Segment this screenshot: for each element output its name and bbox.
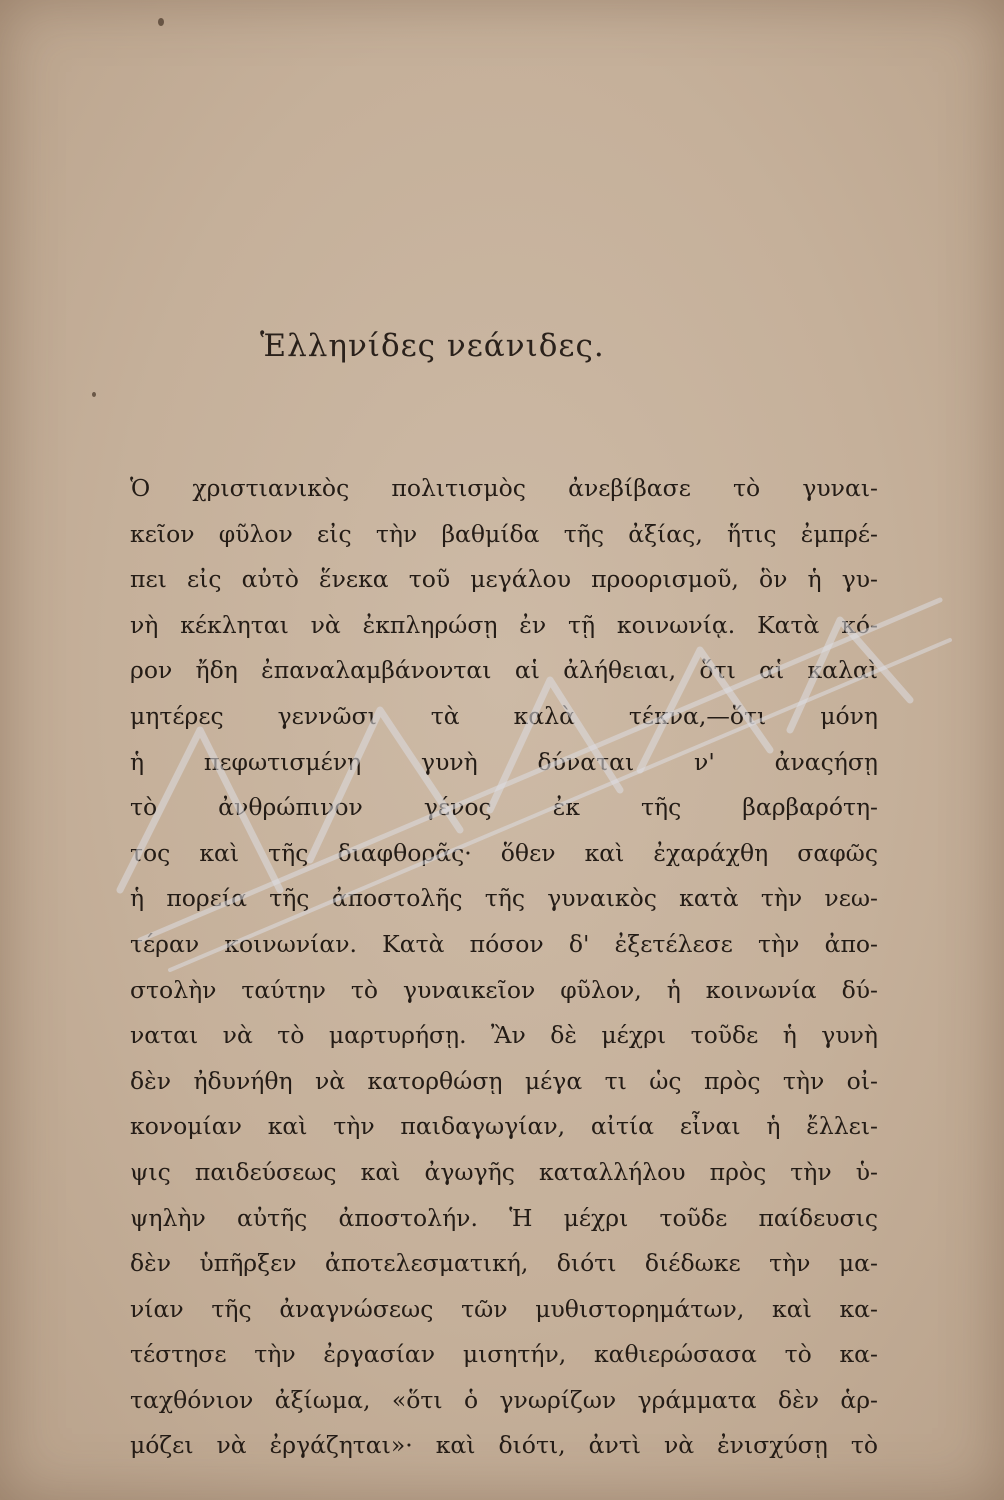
ink-speck (158, 18, 164, 26)
text-line: τέστησε τὴν ἐργασίαν μισητήν, καθιερώσασα τὸ κα- (130, 1340, 878, 1369)
text-line: ναται νὰ τὸ μαρτυρήσῃ. Ἂν δὲ μέχρι τοῦδε ἡ γυνὴ (130, 1021, 878, 1050)
text-line: στολὴν ταύτην τὸ γυναικεῖον φῦλον, ἡ κοινωνία δύ- (130, 975, 878, 1004)
text-line: μητέρες γεννῶσι τὰ καλὰ τέκνα,—ὅτι μόνη (130, 701, 878, 730)
text-line: νὴ κέκληται νὰ ἐκπληρώσῃ ἐν τῇ κοινωνίᾳ. Κατὰ κό- (130, 610, 878, 639)
text-line: ρον ἤδη ἐπαναλαμβάνονται αἱ ἀλήθειαι, ὅτι αἱ καλαὶ (130, 656, 878, 685)
text-line: κεῖον φῦλον εἰς τὴν βαθμίδα τῆς ἀξίας, ἥτις ἐμπρέ- (130, 519, 878, 548)
text-line: νίαν τῆς ἀναγνώσεως τῶν μυθιστορημάτων, καὶ κα- (130, 1294, 878, 1323)
text-line: μόζει νὰ ἐργάζηται»· καὶ διότι, ἀντὶ νὰ ἐνισχύσῃ τὸ (130, 1431, 878, 1460)
text-line: ἡ πεφωτισμένη γυνὴ δύναται ν' ἀναςήσῃ (130, 747, 878, 776)
text-line: κονομίαν καὶ τὴν παιδαγωγίαν, αἰτία εἶναι ἡ ἔλλει- (130, 1112, 878, 1141)
page-title: Ἑλληνίδες νεάνιδες. (260, 328, 605, 364)
text-line: δὲν ὑπῆρξεν ἀποτελεσματική, διότι διέδωκε τὴν μα- (130, 1249, 878, 1278)
ink-speck (92, 392, 96, 397)
text-line: δὲν ἠδυνήθη νὰ κατορθώσῃ μέγα τι ὡς πρὸς τὴν οἰ- (130, 1066, 878, 1095)
text-line: ψηλὴν αὐτῆς ἀποστολήν. Ἡ μέχρι τοῦδε παίδευσις (130, 1203, 878, 1232)
text-line: Ὁ χριστιανικὸς πολιτισμὸς ἀνεβίβασε τὸ γυναι- (130, 474, 878, 502)
text-line: ἡ πορεία τῆς ἀποστολῆς τῆς γυναικὸς κατὰ τὴν νεω- (130, 884, 878, 913)
text-line: τέραν κοινωνίαν. Κατὰ πόσον δ' ἐξετέλεσε τὴν ἀπο- (130, 929, 878, 958)
body-text (130, 466, 878, 1469)
text-line: ψις παιδεύσεως καὶ ἀγωγῆς καταλλήλου πρὸς τὴν ὑ- (130, 1157, 878, 1186)
text-line: ταχθόνιον ἀξίωμα, «ὅτι ὁ γνωρίζων γράμματα δὲν ἁρ- (130, 1385, 878, 1414)
text-line: τὸ ἀνθρώπινον γένος ἐκ τῆς βαρβαρότη- (130, 793, 878, 822)
text-line: πει εἰς αὐτὸ ἕνεκα τοῦ μεγάλου προορισμοῦ, ὃν ἡ γυ- (130, 565, 878, 594)
text-line: τος καὶ τῆς διαφθορᾶς· ὅθεν καὶ ἐχαράχθη σαφῶς (130, 838, 878, 867)
